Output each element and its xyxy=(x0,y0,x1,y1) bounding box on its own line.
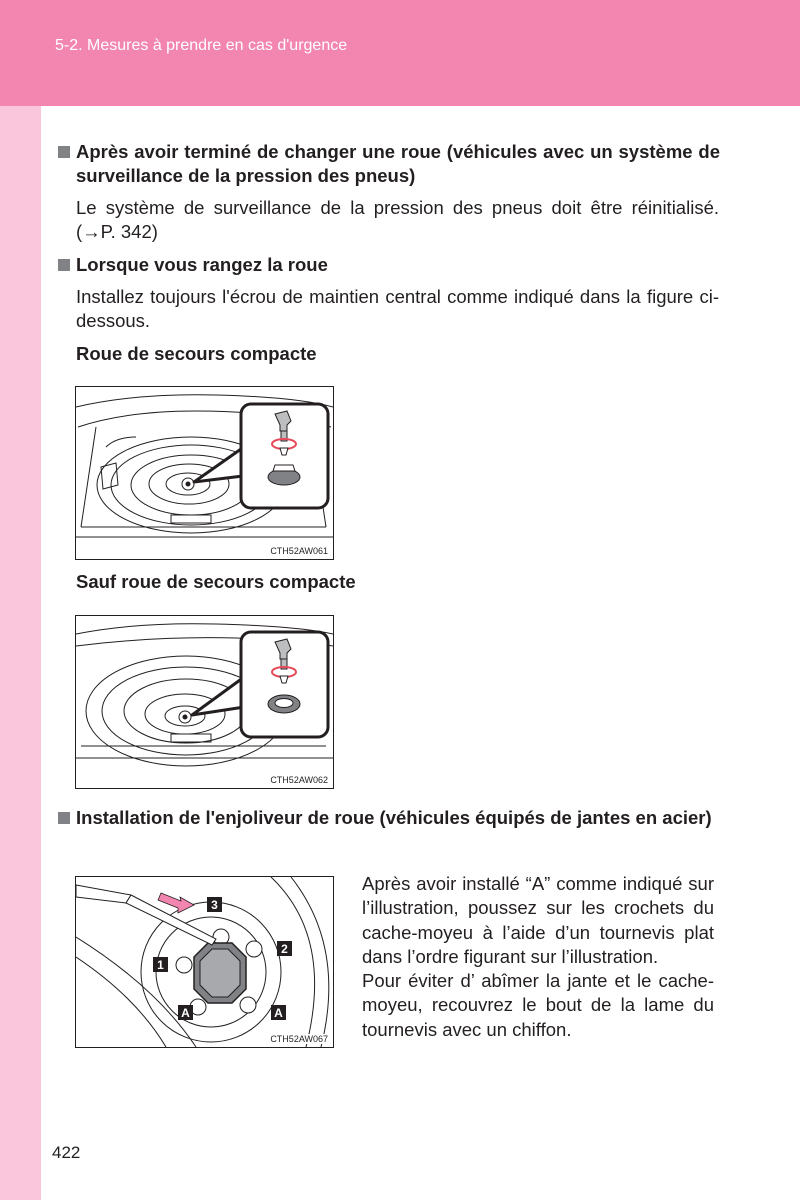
heading-storing-text: Lorsque vous rangez la roue xyxy=(76,254,328,275)
svg-text:3: 3 xyxy=(211,898,218,912)
compact-spare-illustration xyxy=(76,387,333,559)
heading-storing xyxy=(58,253,720,277)
figure-hubcap xyxy=(75,876,334,1048)
heading-hubcap-text: Installation de l'enjoliveur de roue (véhicules équipés de jantes en acier) xyxy=(76,807,712,828)
section-title: 5-2. Mesures à prendre en cas d'urgence xyxy=(55,37,348,54)
figure-noncompact-spare xyxy=(75,615,334,789)
heading-hubcap xyxy=(58,806,720,830)
figure-code: CTH52AW061 xyxy=(270,546,328,556)
bullet-square xyxy=(58,259,70,271)
hub-cap xyxy=(194,943,246,1003)
center-nut-small xyxy=(182,478,194,490)
callout-a-right xyxy=(271,1005,286,1020)
page-number: 422 xyxy=(52,1143,81,1162)
figure-code: CTH52AW067 xyxy=(270,1034,328,1044)
figure-code: CTH52AW062 xyxy=(270,775,328,785)
hubcap-text-2: Pour éviter d’ abîmer la jante et le cache-moyeu, recouvrez le bout de la lame du tournevis avec un chiffon. xyxy=(362,970,714,1040)
heading-tpms xyxy=(58,140,720,188)
side-band xyxy=(0,106,41,1200)
screwdriver-icon xyxy=(76,885,216,945)
header-band xyxy=(0,0,800,106)
svg-text:2: 2 xyxy=(281,942,288,956)
noncompact-spare-illustration xyxy=(76,616,333,788)
compact-label: Roue de secours compacte xyxy=(76,343,317,364)
body-storing: Installez toujours l'écrou de maintien central comme indiqué dans la figure ci-dessous. xyxy=(76,286,719,331)
bullet-square xyxy=(58,812,70,824)
callout-1 xyxy=(153,957,168,972)
callout-3 xyxy=(207,897,222,912)
svg-text:A: A xyxy=(181,1006,190,1020)
callout-2 xyxy=(277,941,292,956)
svg-text:1: 1 xyxy=(157,958,164,972)
hubcap-text-1: Après avoir installé “A” comme indiqué sur l’illustration, poussez sur les crochets du cache-moyeu à l’aide d’un tournevis plat dans l’ordre figurant sur l’illustration. xyxy=(362,873,714,967)
hubcap-instructions xyxy=(362,872,714,1042)
body-tpms: Le système de surveillance de la pression des pneus doit être réinitialisé. (→P. 342) xyxy=(76,197,719,242)
noncompact-label: Sauf roue de secours compacte xyxy=(76,571,356,592)
hubcap-illustration xyxy=(76,877,333,1047)
figure-compact-spare xyxy=(75,386,334,560)
heading-tpms-text: Après avoir terminé de changer une roue (véhicules avec un système de surveillance de la pression des pneus) xyxy=(76,141,720,186)
callout-a-left xyxy=(178,1005,193,1020)
bullet-square xyxy=(58,146,70,158)
arrow-icon xyxy=(158,893,194,913)
svg-text:A: A xyxy=(274,1006,283,1020)
center-nut-small xyxy=(179,711,191,723)
